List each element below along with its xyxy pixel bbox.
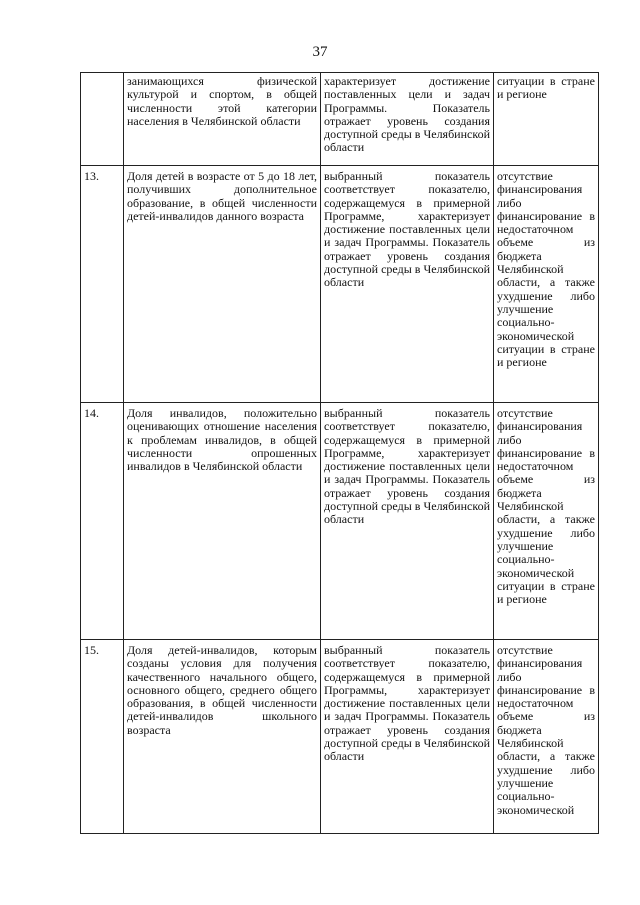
indicator-name: Доля детей в возрасте от 5 до 18 лет, получивших дополнительное образование, в общей численности детей-инвалидов данного возраста: [127, 169, 317, 223]
table-row: [81, 166, 599, 403]
indicator-name: занимающихся физической культурой и спортом, в общей численности этой категории населения в Челябинской области: [127, 74, 317, 128]
indicator-reason-cell: [321, 640, 494, 834]
indicator-risk: отсутствие финансирования либо финансирование в недостаточном объеме из бюджета Челябинской области, а также ухудшение либо улучшение социально-экономической ситуации в стране и регионе: [497, 406, 595, 607]
indicator-name-cell: [124, 73, 321, 166]
row-number-cell: [81, 166, 124, 403]
indicator-risk-cell: [494, 73, 599, 166]
row-number: 14.: [84, 406, 99, 420]
indicator-risk-cell: [494, 403, 599, 640]
indicator-reason: выбранный показатель соответствует показателю, содержащемуся в примерной Программе, характеризует достижение поставленных цели и задач Программы. Показатель отражает уровень создания доступной среды в Челябинской области: [324, 406, 490, 527]
indicator-name-cell: [124, 166, 321, 403]
row-number-cell: [81, 403, 124, 640]
indicator-name: Доля инвалидов, положительно оценивающих отношение населения к проблемам инвалидов, в общей численности опрошенных инвалидов в Челябинской области: [127, 406, 317, 474]
table-row: [81, 73, 599, 166]
indicator-risk: отсутствие финансирования либо финансирование в недостаточном объеме из бюджета Челябинской области, а также ухудшение либо улучшение социально-экономической ситуации в стране и регионе: [497, 169, 595, 370]
page-number: 37: [312, 44, 328, 60]
indicator-risk-cell: [494, 640, 599, 834]
indicator-reason-cell: [321, 73, 494, 166]
indicator-reason: выбранный показатель соответствует показателю, содержащемуся в примерной Программы, характеризует достижение поставленных цели и задач Программы. Показатель отражает уровень создания доступной среды в Челябинской области: [324, 643, 490, 764]
indicator-reason: выбранный показатель соответствует показателю, содержащемуся в примерной Программе, характеризует достижение поставленных цели и задач Программы. Показатель отражает уровень создания доступной среды в Челябинской области: [324, 169, 490, 290]
indicator-name-cell: [124, 640, 321, 834]
indicator-risk: отсутствие финансирования либо финансирование в недостаточном объеме из бюджета Челябинской области, а также ухудшение либо улучшение социально-экономической: [497, 643, 595, 817]
indicator-risk: ситуации в стране и регионе: [497, 74, 595, 102]
row-number: 15.: [84, 643, 99, 657]
indicator-risk-cell: [494, 166, 599, 403]
row-number: 13.: [84, 169, 99, 183]
indicators-table: [80, 72, 599, 834]
indicator-reason-cell: [321, 166, 494, 403]
row-number: [84, 73, 120, 75]
table-row: [81, 403, 599, 640]
indicator-reason: характеризует достижение поставленных цели и задач Программы. Показатель отражает уровень создания доступной среды в Челябинской области: [324, 74, 490, 155]
indicator-reason-cell: [321, 403, 494, 640]
row-number-cell: [81, 640, 124, 834]
row-number-cell: [81, 73, 124, 166]
indicator-name-cell: [124, 403, 321, 640]
table-row: [81, 640, 599, 834]
indicator-name: Доля детей-инвалидов, которым созданы условия для получения качественного начального общего, основного общего, среднего общего образования, в общей численности детей-инвалидов школьного возраста: [127, 643, 317, 737]
